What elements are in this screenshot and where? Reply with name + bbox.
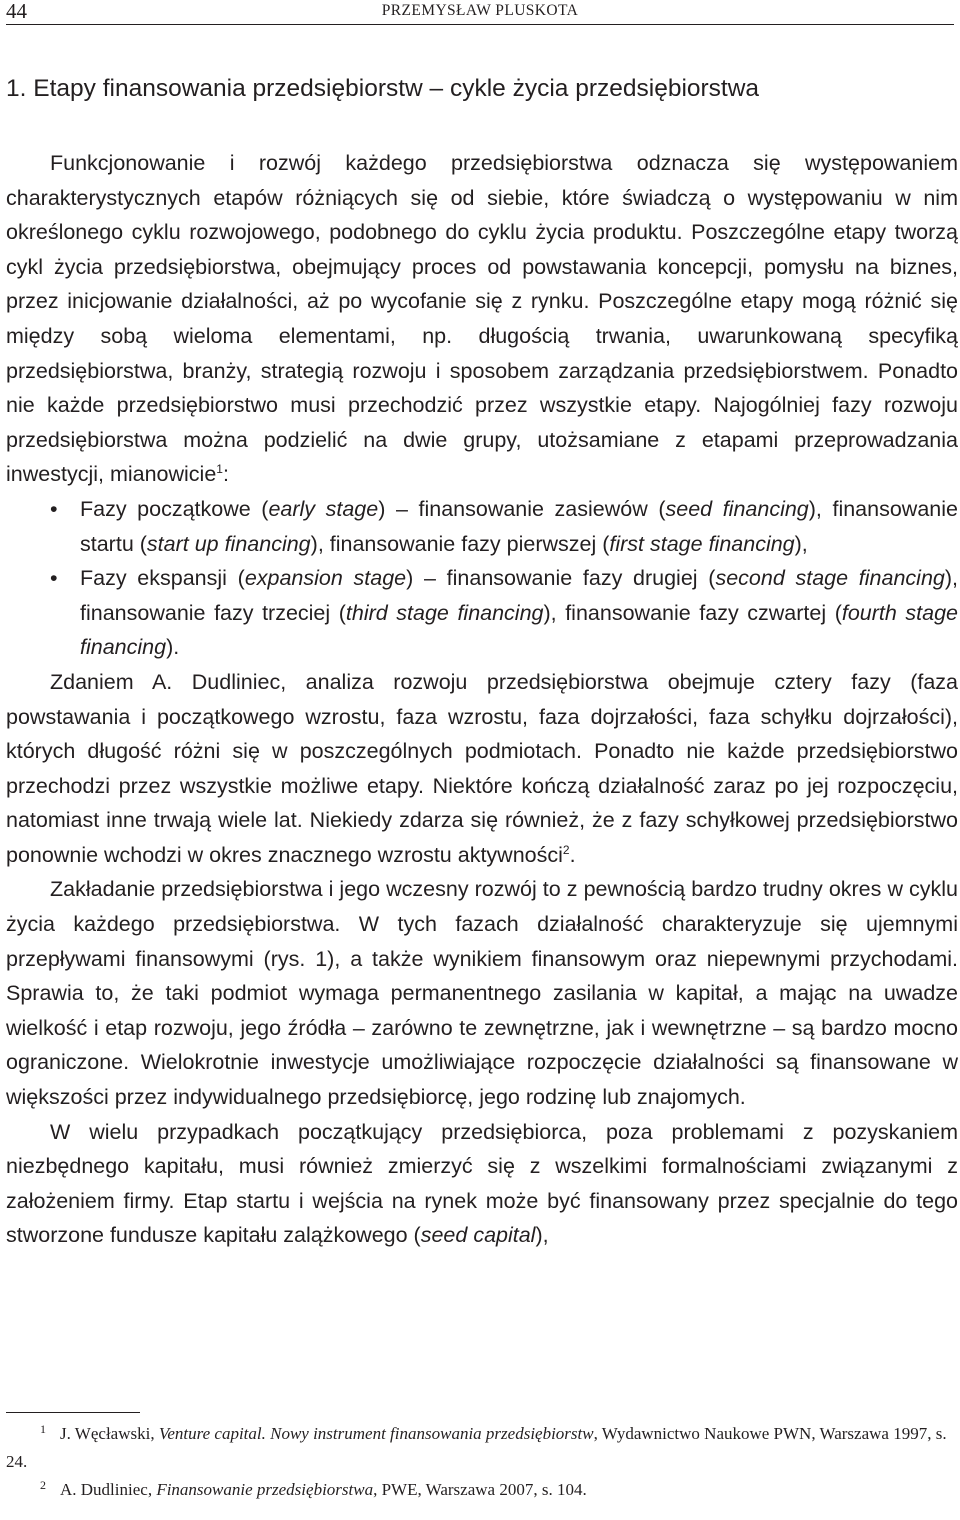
- footnote-ref-2[interactable]: 2: [562, 842, 570, 857]
- footnote-1-author: J. Węcławski,: [60, 1424, 159, 1443]
- paragraph-4-term: seed capital: [420, 1223, 536, 1248]
- footnote-1-title: Venture capital. Nowy instrument finansowania przedsiębiorstw: [158, 1424, 594, 1443]
- list-item-text: ), finansowanie fazy pierwszej (: [310, 531, 610, 556]
- list-item-text: ),: [794, 531, 808, 556]
- header-rule: [6, 24, 954, 25]
- running-header-author: PRZEMYSŁAW PLUSKOTA: [381, 2, 579, 19]
- paragraph-4-text: W wielu przypadkach początkujący przedsiębiorca, poza problemami z pozyskaniem niezbędnego kapitału, musi również zmierzyć się z wszelkimi formalnościami związanymi z założeniem firmy. Etap startu i wejścia na rynek może być finansowany przez specjalnie do tego stworzone fundusze kapitału zalążkowego (: [6, 1119, 958, 1248]
- footnote-rule: [6, 1412, 140, 1413]
- list-item-term: early stage: [268, 496, 379, 521]
- bullet-icon: •: [50, 496, 58, 521]
- list-item-text: ) – finansowanie zasiewów (: [378, 496, 666, 521]
- footnote-2-mark: 2: [40, 1478, 46, 1492]
- paragraph-2: [6, 665, 958, 873]
- list-item-expansion-stage: [6, 561, 958, 665]
- list-item-term: first stage financing: [609, 531, 795, 556]
- footnote-2-title: Finansowanie przedsiębiorstwa: [156, 1480, 374, 1499]
- list-item-text: ), finansowanie fazy trzeciej (: [80, 566, 958, 625]
- list-item-text: ), finansowanie fazy czwartej (: [543, 600, 842, 625]
- list-item-text: ), finansowanie startu (: [80, 496, 958, 556]
- footnote-ref-1[interactable]: 1: [216, 462, 223, 477]
- list-item-term: seed financing: [665, 496, 809, 521]
- paragraph-2-text: Zdaniem A. Dudliniec, analiza rozwoju przedsiębiorstwa obejmuje cztery fazy (faza powstawania i początkowego wzrostu, faza wzrostu, faza dojrzałości, faza schyłku dojrzałości), których długość różni się w poszczególnych podmiotach. Ponadto nie każde przedsiębiorstwo przechodzi przez wszystkie możliwe etapy. Niektóre kończą działalność zaraz po jej rozpoczęciu, natomiast inne trwają wiele lat. Niekiedy zdarza się również, że z fazy schyłkowej przedsiębiorstwo ponownie wchodzi w okres znacznego wzrostu aktywności: [6, 669, 958, 867]
- paragraph-3: Zakładanie przedsiębiorstwa i jego wczesny rozwój to z pewnością bardzo trudny okres w cyklu życia każdego przedsiębiorstwa. W tych fazach działalność charakteryzuje się ujemnymi przepływami finansowymi (rys. 1), a także wynikiem finansowym oraz niepewnymi przychodami. Sprawia to, że taki podmiot wymaga permanentnego zasilania w kapitał, a mając na uwadze wielkość i etap rozwoju, jego źródła – zarówno te zewnętrzne, jak i wewnętrzne – są bardzo mocno ograniczone. Wielokrotnie inwestycje umożliwiające rozpoczęcie działalności są finansowane w większości przez indywidualnego przedsiębiorcę, jego rodzinę lub znajomych.: [6, 877, 958, 1110]
- list-item-early-stage: [6, 492, 958, 561]
- running-header: [6, 0, 954, 22]
- bullet-icon: •: [50, 566, 58, 591]
- footnote-2-author: A. Dudliniec,: [60, 1480, 157, 1499]
- footnote-2: [6, 1476, 958, 1504]
- footnotes: [6, 1420, 958, 1504]
- paragraph-2-end: .: [569, 842, 576, 867]
- list-item-term: start up financing: [146, 531, 311, 556]
- list-item-text: Fazy ekspansji (: [80, 566, 245, 591]
- footnote-1-mark: 1: [40, 1422, 46, 1436]
- paragraph-4-end: ),: [535, 1223, 549, 1248]
- list-item-text: ) – finansowanie fazy drugiej (: [406, 566, 716, 591]
- section-title: 1. Etapy finansowania przedsiębiorstw – cykle życia przedsiębiorstwa: [6, 75, 760, 102]
- paragraph-1-text: Funkcjonowanie i rozwój każdego przedsiębiorstwa odznacza się występowaniem charakterystycznych etapów różniących się od siebie, które świadczą o występowaniu w nim określonego cyklu rozwojowego, podobnego do cyklu życia produktu. Poszczególne etapy tworzą cykl życia przedsiębiorstwa, obejmujący proces od powstawania koncepcji, pomysłu na biznes, przez inicjowanie działalności, aż po wycofanie się z rynku. Poszczególne etapy mogą różnić się między sobą wieloma elementami, np. długością trwania, uwarunkowaną specyfiką przedsiębiorstwa, branży, strategią rozwoju i sposobem zarządzania przedsiębiorstwem. Ponadto nie każde przedsiębiorstwo musi przechodzić przez wszystkie etapy. Najogólniej fazy rozwoju przedsiębiorstwa można podzielić na dwie grupy, utożsamiane z etapami przeprowadzania inwestycji, mianowicie: [6, 151, 958, 487]
- list-item-text: ).: [166, 635, 180, 660]
- list-item-term: fourth stage financing: [80, 600, 958, 660]
- body-text: [6, 146, 958, 1253]
- list-item-term: expansion stage: [244, 566, 407, 591]
- footnote-1: [6, 1420, 958, 1476]
- list-item-term: third stage financing: [345, 600, 544, 625]
- footnote-2-rest: , PWE, Warszawa 2007, s. 104.: [373, 1480, 587, 1499]
- page-number: 44: [6, 0, 27, 23]
- paragraph-1-colon: :: [222, 462, 229, 487]
- footnote-1-rest: , Wydawnictwo Naukowe PWN, Warszawa 1997, s. 24.: [6, 1424, 947, 1471]
- paragraph-1: [6, 146, 958, 492]
- list-item-text: Fazy początkowe (: [80, 496, 269, 521]
- paragraph-4: [6, 1115, 958, 1253]
- list-item-term: second stage financing: [715, 566, 945, 591]
- phase-list: [6, 492, 958, 665]
